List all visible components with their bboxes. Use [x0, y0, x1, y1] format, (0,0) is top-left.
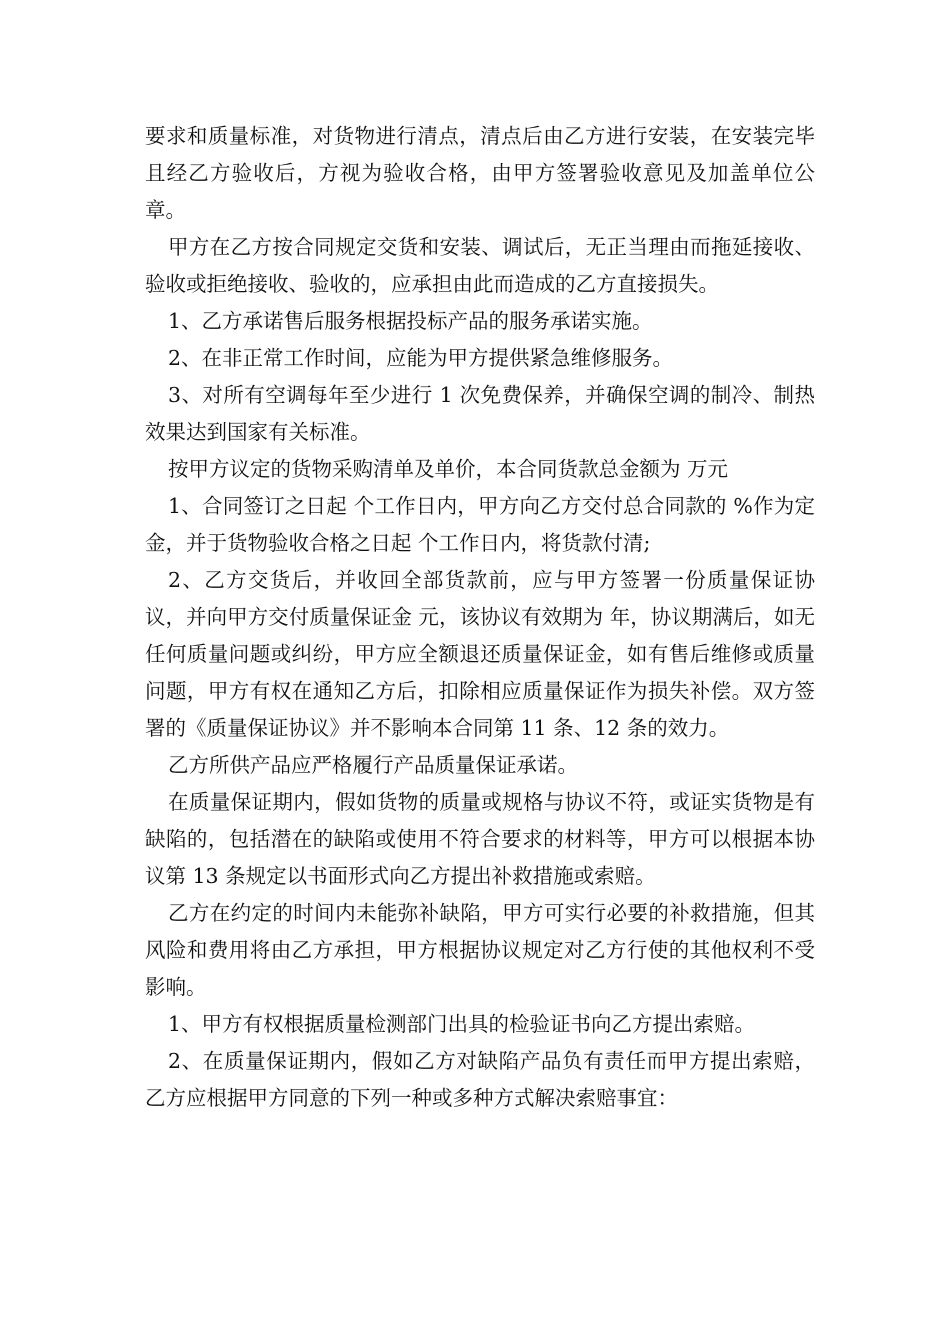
- paragraph-service-1: 1、乙方承诺售后服务根据投标产品的服务承诺实施。: [168, 309, 653, 333]
- paragraph-quality-commitment: 乙方所供产品应严格履行产品质量保证承诺。: [168, 753, 578, 777]
- paragraph-remedy: 乙方在约定的时间内未能弥补缺陷，甲方可实行必要的补救措施，但其风险和费用将由乙方承担，甲方根据协议规定对乙方行使的其他权利不受影响。: [145, 901, 815, 999]
- paragraph-service-2: 2、在非正常工作时间，应能为甲方提供紧急维修服务。: [168, 346, 674, 370]
- paragraph-total-amount: 按甲方议定的货物采购清单及单价，本合同货款总金额为 万元: [168, 457, 729, 481]
- paragraph-acceptance-standard: 要求和质量标准，对货物进行清点，清点后由乙方进行安装，在安装完毕且经乙方验收后，方视为验收合格，由甲方签署验收意见及加盖单位公章。: [145, 124, 815, 222]
- paragraph-quality-period: 在质量保证期内，假如货物的质量或规格与协议不符，或证实货物是有缺陷的，包括潜在的缺陷或使用不符合要求的材料等，甲方可以根据本协议第 13 条规定以书面形式向乙方提出补救措施或索赔。: [145, 790, 815, 888]
- paragraph-payment-1: 1、合同签订之日起 个工作日内，甲方向乙方交付总合同款的 %作为定金，并于货物验收合格之日起 个工作日内，将货款付清;: [145, 494, 815, 555]
- paragraph-service-3: 3、对所有空调每年至少进行 1 次免费保养，并确保空调的制冷、制热效果达到国家有关标准。: [145, 383, 815, 444]
- paragraph-claim-1: 1、甲方有权根据质量检测部门出具的检验证书向乙方提出索赔。: [168, 1012, 756, 1036]
- paragraph-payment-2: 2、乙方交货后，并收回全部货款前，应与甲方签署一份质量保证协议，并向甲方交付质量保证金 元，该协议有效期为 年，协议期满后，如无任何质量问题或纠纷，甲方应全额退还质量保证金，如有售后维修或质量问题，甲方有权在通知乙方后，扣除相应质量保证作为损失补偿。双方签署的《质量保证协议》并不影响本合同第 11 条、12 条的效力。: [145, 568, 815, 740]
- document-body: [145, 118, 815, 1117]
- paragraph-delay-liability: 甲方在乙方按合同规定交货和安装、调试后，无正当理由而拖延接收、验收或拒绝接收、验收的，应承担由此而造成的乙方直接损失。: [145, 235, 815, 296]
- paragraph-claim-2: 2、在质量保证期内，假如乙方对缺陷产品负有责任而甲方提出索赔，乙方应根据甲方同意的下列一种或多种方式解决索赔事宜：: [145, 1049, 815, 1110]
